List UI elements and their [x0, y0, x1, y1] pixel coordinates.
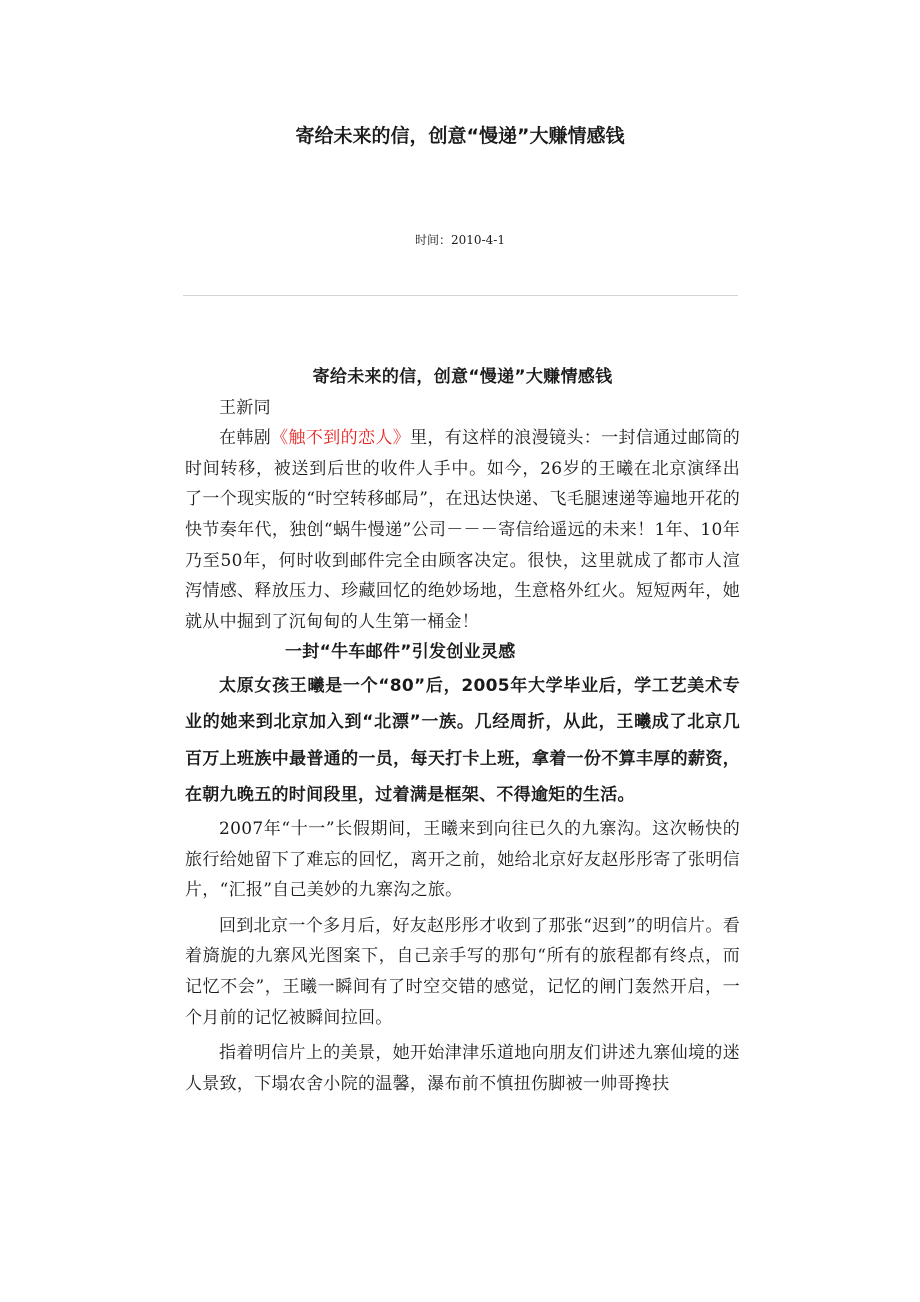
- body-paragraph: 2007年“十一”长假期间，王曦来到向往已久的九寨沟。这次畅快的旅行给她留下了难忘的回忆，离开之前，她给北京好友赵彤彤寄了张明信片，“汇报”自己美妙的九寨沟之旅。: [185, 818, 740, 901]
- body-paragraph: 回到北京一个多月后，好友赵彤彤才收到了那张“迟到”的明信片。看着旖旎的九寨风光图案下，自己亲手写的那句“所有的旅程都有终点，而记忆不会”，王曦一瞬间有了时空交错的感觉，记忆的闸门轰然开启，一个月前的记忆被瞬间拉回。: [185, 915, 740, 1028]
- drama-title-link[interactable]: 《触不到的恋人》: [271, 428, 411, 449]
- section-heading: 一封“牛车邮件”引发创业灵感: [285, 642, 516, 663]
- header-divider: [183, 295, 738, 296]
- document-title: 寄给未来的信，创意“慢递”大赚情感钱: [295, 125, 625, 147]
- article-body: [185, 362, 740, 1099]
- article-author: 王新同: [219, 397, 271, 418]
- publish-date: 时间：2010-4-1: [415, 233, 505, 247]
- intro-text-after: 里，有这样的浪漫镜头：一封信通过邮筒的时间转移，被送到后世的收件人手中。如今，26岁的王曦在北京演绎出了一个现实版的“时空转移邮局”，在迅达快递、飞毛腿速递等遍地开花的快节奏年代，独创“蜗牛慢递”公司－－－寄信给遥远的未来！1年、10年乃至50年，何时收到邮件完全由顾客决定。很快，这里就成了都市人渲泻情感、释放压力、珍藏回忆的绝妙场地，生意格外红火。短短两年，她就从中掘到了沉甸甸的人生第一桶金！: [185, 428, 740, 632]
- article-heading: 寄给未来的信，创意“慢递”大赚情感钱: [312, 367, 613, 387]
- bold-paragraph: 太原女孩王曦是一个“80”后，2005年大学毕业后，学工艺美术专业的她来到北京加入到“北漂”一族。几经周折，从此，王曦成了北京几百万上班族中最普通的一员，每天打卡上班，拿着一份不算丰厚的薪资，在朝九晚五的时间段里，过着满是框架、不得逾矩的生活。: [185, 675, 740, 806]
- body-paragraph: 指着明信片上的美景，她开始津津乐道地向朋友们讲述九寨仙境的迷人景致，下塌农舍小院的温馨，瀑布前不慎扭伤脚被一帅哥搀扶: [185, 1043, 740, 1094]
- intro-text-before: 在韩剧: [219, 428, 272, 449]
- intro-paragraph: [185, 423, 740, 637]
